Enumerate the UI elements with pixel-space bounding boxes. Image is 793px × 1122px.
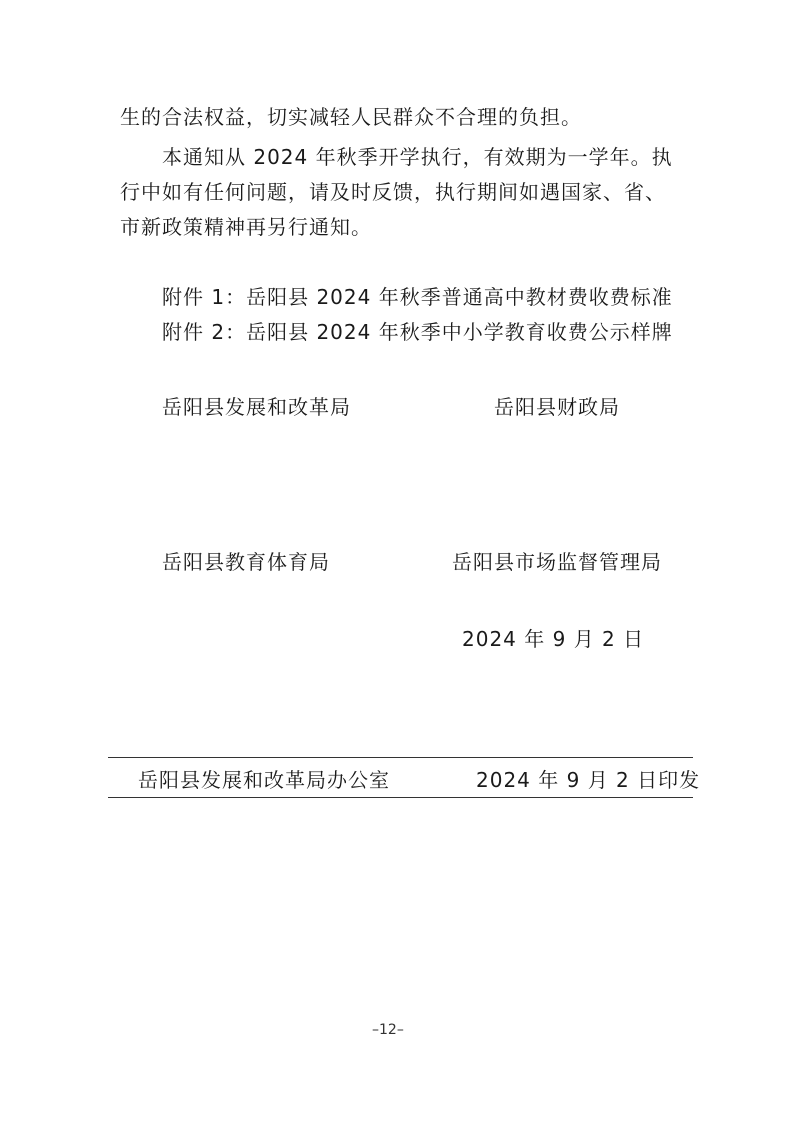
signatory-education-sports-bureau: 岳阳县教育体育局 [162,550,330,574]
signatory-finance-bureau: 岳阳县财政局 [494,395,620,419]
attachment-2: 附件 2：岳阳县 2024 年秋季中小学教育收费公示样牌 [162,320,673,344]
body-line-3: 行中如有任何问题，请及时反馈，执行期间如遇国家、省、 [120,180,666,204]
signatory-development-reform-bureau: 岳阳县发展和改革局 [162,395,351,419]
signatory-market-supervision-bureau: 岳阳县市场监督管理局 [452,550,662,574]
page-number: –12– [372,1022,404,1038]
attachment-1: 附件 1：岳阳县 2024 年秋季普通高中教材费收费标准 [162,285,673,309]
signing-date: 2024 年 9 月 2 日 [462,627,645,651]
body-line-4: 市新政策精神再另行通知。 [120,215,372,239]
footer-issue-date: 2024 年 9 月 2 日印发 [476,768,701,792]
body-line-2: 本通知从 2024 年秋季开学执行，有效期为一学年。执 [162,145,673,169]
footer-bottom-rule [108,797,693,798]
footer-issuer: 岳阳县发展和改革局办公室 [138,768,390,792]
footer-top-rule [108,757,693,758]
body-line-1: 生的合法权益，切实减轻人民群众不合理的负担。 [120,105,582,129]
